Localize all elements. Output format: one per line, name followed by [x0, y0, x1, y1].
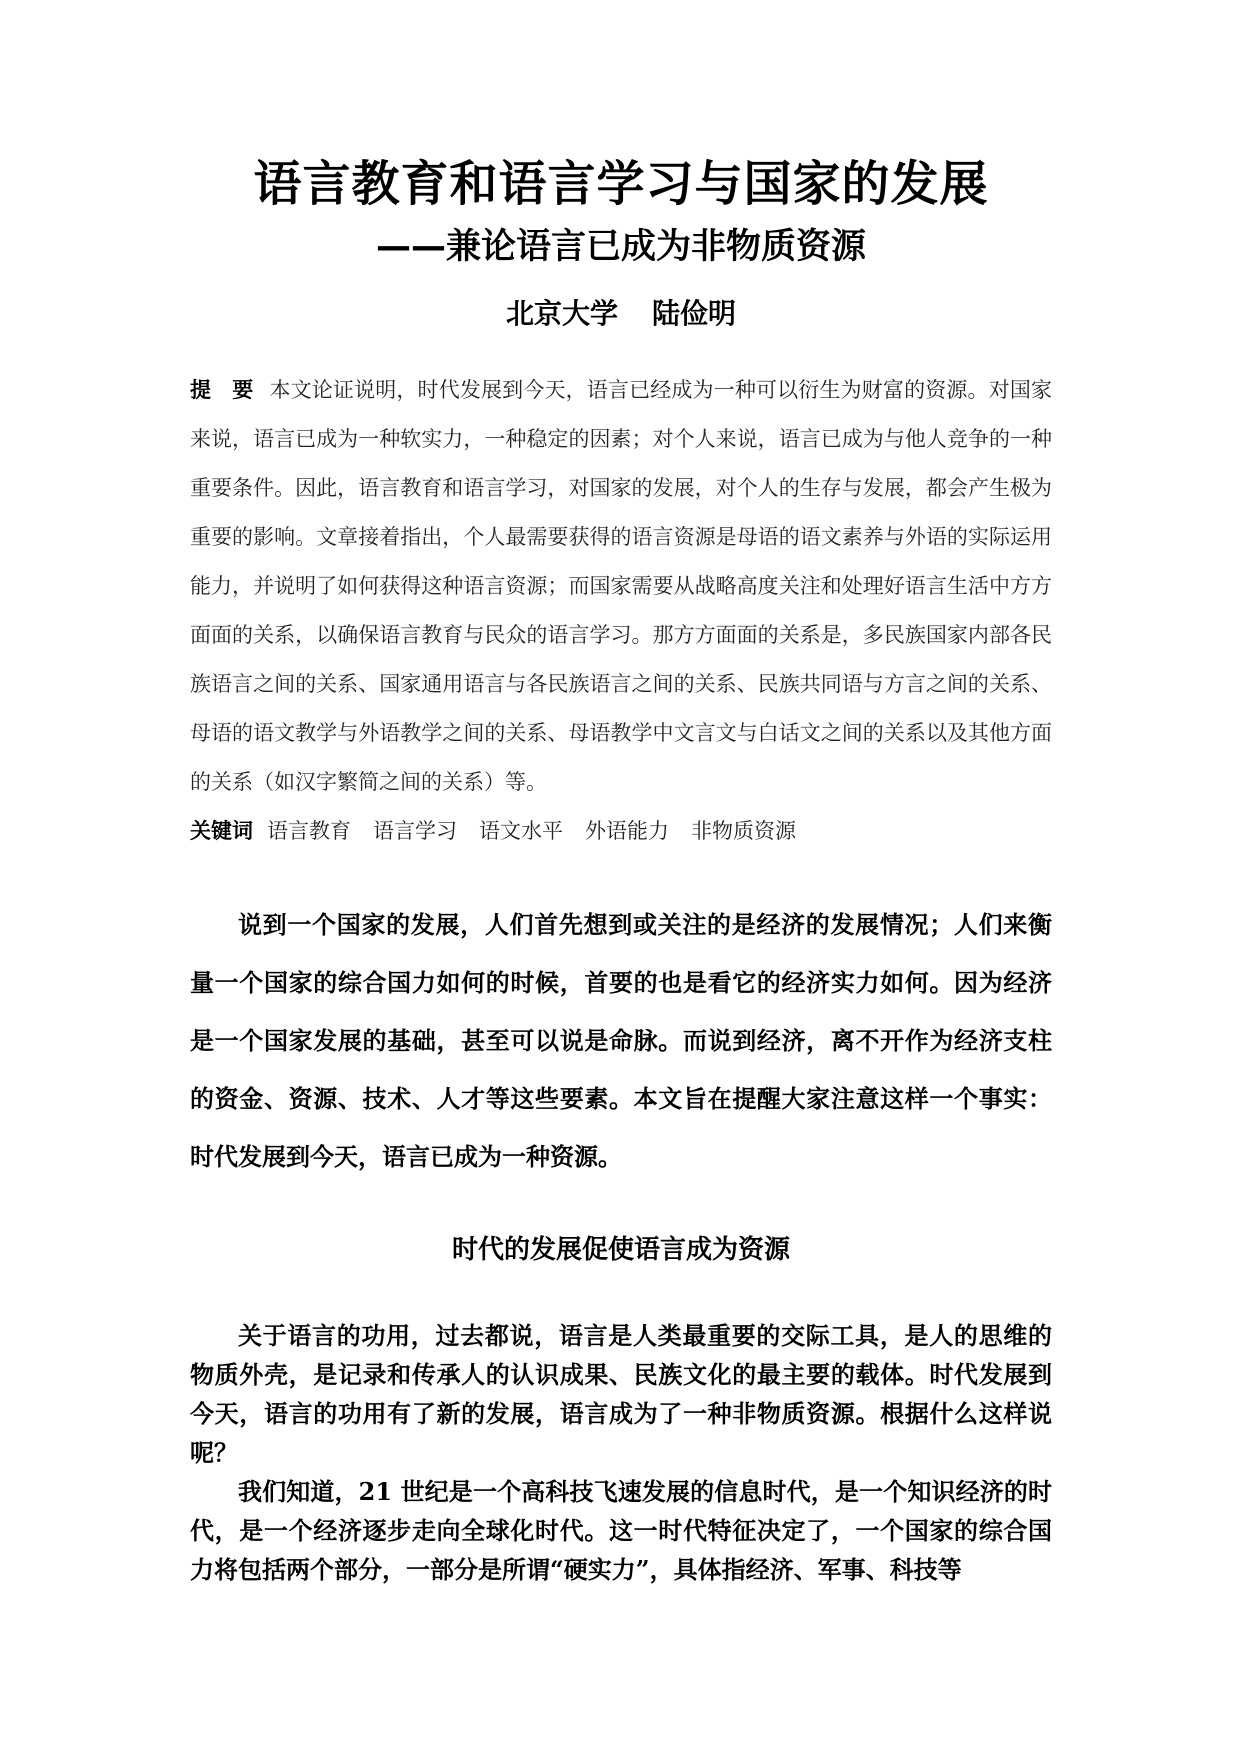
author-line [190, 294, 1052, 334]
section-paragraph: 关于语言的功用，过去都说，语言是人类最重要的交际工具，是人的思维的物质外壳，是记录和传承人的认识成果、民族文化的最主要的载体。时代发展到今天，语言的功用有了新的发展，语言成为了一种非物质资源。根据什么这样说呢？ [190, 1321, 1052, 1467]
paper-subtitle: ——兼论语言已成为非物质资源 [375, 227, 866, 267]
paper-page [190, 150, 1052, 1589]
keywords [190, 807, 1052, 856]
paper-title: 语言教育和语言学习与国家的发展 [253, 156, 989, 212]
keyword: 语文水平 [479, 819, 563, 843]
abstract-label: 提 要 [190, 378, 254, 402]
keyword: 语言学习 [373, 819, 457, 843]
keyword: 语言教育 [267, 819, 351, 843]
abstract-text: 本文论证说明，时代发展到今天，语言已经成为一种可以衍生为财富的资源。对国家来说，语言已成为一种软实力，一种稳定的因素；对个人来说，语言已成为与他人竞争的一种重要条件。因此，语言教育和语言学习，对国家的发展，对个人的生存与发展，都会产生极为重要的影响。文章接着指出，个人最需要获得的语言资源是母语的语文素养与外语的实际运用能力，并说明了如何获得这种语言资源；而国家需要从战略高度关注和处理好语言生活中方方面面的关系，以确保语言教育与民众的语言学习。那方方面面的关系是，多民族国家内部各民族语言之间的关系、国家通用语言与各民族语言之间的关系、民族共同语与方言之间的关系、母语的语文教学与外语教学之间的关系、母语教学中文言文与白话文之间的关系以及其他方面的关系（如汉字繁简之间的关系）等。 [190, 378, 1053, 794]
keyword: 非物质资源 [691, 819, 796, 843]
section-heading: 时代的发展促使语言成为资源 [451, 1235, 790, 1265]
intro-paragraph: 说到一个国家的发展，人们首先想到或关注的是经济的发展情况；人们来衡量一个国家的综合国力如何的时候，首要的也是看它的经济实力如何。因为经济是一个国家发展的基础，甚至可以说是命脉。而说到经济，离不开作为经济支柱的资金、资源、技术、人才等这些要素。本文旨在提醒大家注意这样一个事实：时代发展到今天，语言已成为一种资源。 [190, 910, 1052, 1171]
keywords-label: 关键词 [190, 819, 253, 843]
section-paragraph: 我们知道，21 世纪是一个高科技飞速发展的信息时代，是一个知识经济的时代，是一个经济逐步走向全球化时代。这一时代特征决定了，一个国家的综合国力将包括两个部分，一部分是所谓“硬实力”，具体指经济、军事、科技等 [190, 1477, 1052, 1584]
author-name: 陆俭明 [652, 297, 737, 330]
keyword: 外语能力 [585, 819, 669, 843]
abstract [190, 366, 1052, 807]
author-affiliation: 北京大学 [505, 297, 618, 330]
